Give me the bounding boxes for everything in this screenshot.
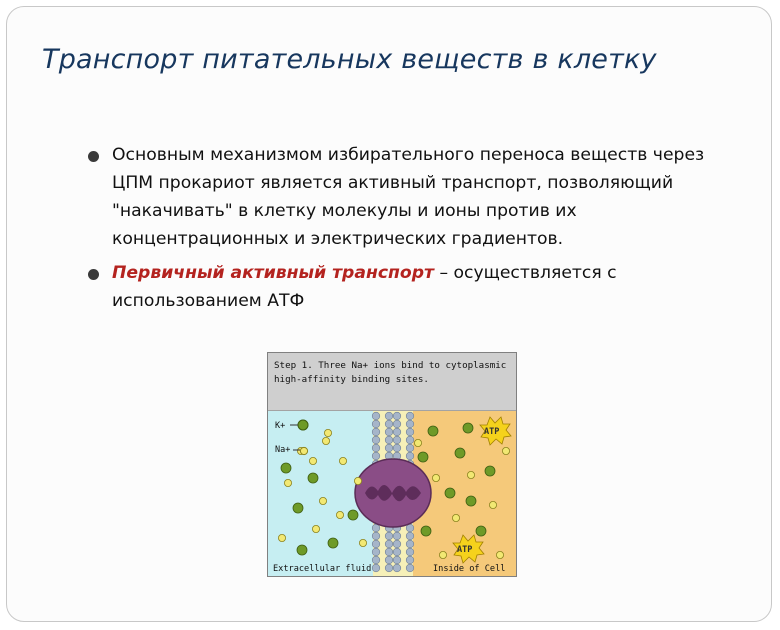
lipid-head: [406, 540, 414, 548]
sodium-ion: [502, 447, 509, 454]
bullet-list: [86, 141, 736, 321]
inside-of-cell-label: Inside of Cell: [433, 564, 506, 574]
lipid-head: [372, 420, 380, 428]
sodium-ion: [339, 457, 346, 464]
bullet-item-primary-transport: [86, 259, 736, 315]
lipid-head: [372, 556, 380, 564]
lipid-head: [385, 428, 393, 436]
lipid-head: [385, 412, 393, 420]
potassium-ion: [297, 545, 307, 555]
lipid-head: [393, 564, 401, 572]
atp-label: ATP: [457, 545, 473, 555]
lipid-head: [385, 556, 393, 564]
lipid-head: [372, 532, 380, 540]
lipid-head: [372, 452, 380, 460]
lipid-head: [406, 556, 414, 564]
sodium-ion: [452, 514, 459, 521]
lipid-head: [393, 556, 401, 564]
lipid-head: [385, 548, 393, 556]
potassium-ion: [485, 466, 495, 476]
lipid-head: [393, 436, 401, 444]
lipid-head: [385, 564, 393, 572]
legend-k-label: K+: [275, 421, 286, 431]
lipid-head: [385, 444, 393, 452]
bullet-icon: [88, 269, 99, 280]
sodium-ion: [319, 497, 326, 504]
extracellular-fluid-label: Extracellular fluid: [273, 564, 372, 574]
sodium-ion: [432, 474, 439, 481]
sodium-ion: [496, 551, 503, 558]
lipid-head: [406, 532, 414, 540]
potassium-ion: [476, 526, 486, 536]
legend-na-ion: [300, 447, 307, 454]
sodium-ion: [312, 525, 319, 532]
lipid-head: [385, 436, 393, 444]
sodium-ion: [284, 479, 291, 486]
lipid-head: [385, 540, 393, 548]
lipid-head: [406, 428, 414, 436]
sodium-ion: [467, 471, 474, 478]
sodium-ion: [414, 439, 421, 446]
lipid-head: [372, 436, 380, 444]
lipid-head: [372, 412, 380, 420]
lipid-head: [406, 564, 414, 572]
potassium-ion: [455, 448, 465, 458]
lipid-head: [372, 444, 380, 452]
lipid-head: [393, 548, 401, 556]
sodium-ion: [354, 477, 361, 484]
potassium-ion: [281, 463, 291, 473]
atp-label: ATP: [484, 427, 500, 437]
lipid-head: [406, 420, 414, 428]
lipid-head: [406, 444, 414, 452]
lipid-head: [393, 412, 401, 420]
lipid-head: [393, 540, 401, 548]
diagram-caption-line1: Step 1. Three Na+ ions bind to cytoplasmic: [274, 360, 507, 371]
lipid-head: [406, 436, 414, 444]
bullet-item-active-transport: [86, 141, 736, 253]
potassium-ion: [466, 496, 476, 506]
bullet-text: – осуществляется с использованием АТФ: [112, 263, 617, 311]
lipid-head: [393, 420, 401, 428]
sodium-ion: [359, 539, 366, 546]
slide-title: Транспорт питательных веществ в клетку: [42, 44, 657, 75]
potassium-ion: [293, 503, 303, 513]
sodium-potassium-pump-diagram: [267, 352, 517, 577]
lipid-head: [385, 532, 393, 540]
lipid-head: [393, 532, 401, 540]
sodium-ion: [439, 551, 446, 558]
diagram-caption-line2: high-affinity binding sites.: [274, 374, 429, 385]
lipid-head: [406, 548, 414, 556]
lipid-head: [372, 428, 380, 436]
lipid-head: [372, 540, 380, 548]
potassium-ion: [328, 538, 338, 548]
lipid-head: [385, 420, 393, 428]
potassium-ion: [445, 488, 455, 498]
sodium-ion: [336, 511, 343, 518]
sodium-ion: [324, 429, 331, 436]
lipid-head: [393, 444, 401, 452]
lipid-head: [406, 452, 414, 460]
bullet-text: Основным механизмом избирательного переноса веществ через ЦПМ прокариот является активный транспорт, позволяющий "накачивать" в клетку молекулы и ионы против их концентрационных и электрических градиентов.: [112, 145, 705, 249]
sodium-ion: [309, 457, 316, 464]
sodium-ion: [278, 534, 285, 541]
potassium-ion: [308, 473, 318, 483]
pump-protein: [355, 459, 431, 527]
legend-na-label: Na+: [275, 445, 291, 455]
lipid-head: [406, 412, 414, 420]
sodium-ion: [322, 437, 329, 444]
potassium-ion: [421, 526, 431, 536]
potassium-ion: [428, 426, 438, 436]
pump-illustration: [268, 353, 516, 576]
potassium-ion: [418, 452, 428, 462]
sodium-ion: [489, 501, 496, 508]
lipid-head: [393, 428, 401, 436]
lipid-head: [372, 548, 380, 556]
legend-k-ion: [298, 420, 308, 430]
potassium-ion: [463, 423, 473, 433]
highlighted-term: Первичный активный транспорт: [112, 263, 434, 283]
lipid-head: [372, 564, 380, 572]
bullet-icon: [88, 151, 99, 162]
potassium-ion: [348, 510, 358, 520]
